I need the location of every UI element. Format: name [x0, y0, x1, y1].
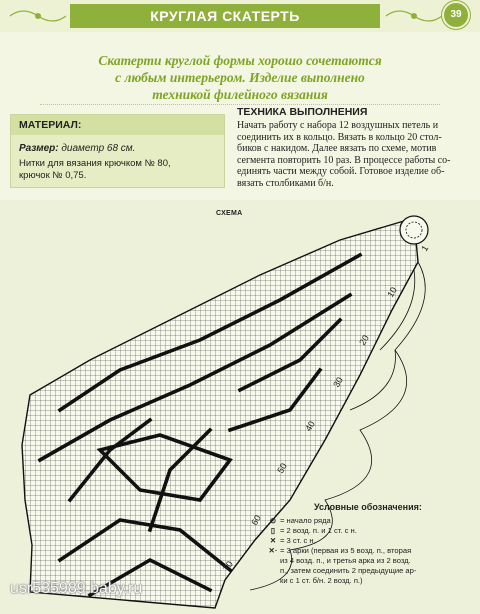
row-number-50: 50 [275, 461, 290, 476]
page-title: КРУГЛАЯ СКАТЕРТЬ [70, 4, 380, 28]
row-number-70: 70 [221, 559, 236, 574]
watermark: usr535989.baby.ru [10, 580, 143, 597]
legend-title: Условные обозначения: [314, 502, 422, 512]
start-ring-icon [400, 216, 428, 244]
row-number-20: 20 [357, 333, 372, 348]
legend-item [266, 516, 476, 526]
divider [40, 104, 440, 105]
legend-text: = 3 арки (первая из 5 возд. п., вторая [280, 546, 412, 555]
yarn-line: Нитки для вязания крючком № 80, [19, 158, 171, 169]
technique-line: единять части между собой. Готовое изделие об- [237, 166, 445, 177]
legend [266, 502, 476, 586]
material-yarn [11, 154, 224, 182]
technique-line: биков с накидом. Далее вязать по схеме, мотив [237, 143, 437, 154]
row-number-1: 1 [419, 243, 431, 254]
legend-text: п., затем соединить 2 предыдущие ар- [280, 566, 417, 575]
page-number: 39 [444, 3, 468, 27]
legend-item [266, 556, 476, 566]
material-size [11, 135, 224, 154]
technique-title: ТЕХНИКА ВЫПОЛНЕНИЯ [237, 106, 368, 118]
right-ornament-icon [384, 4, 444, 28]
arch-icon: ✕· [268, 546, 278, 555]
technique-section [237, 106, 470, 189]
header [0, 0, 480, 32]
technique-line: сегмента повторить 10 раз. В процессе работы со- [237, 154, 451, 166]
legend-text: ки с 1 ст. б/н. 2 возд. п.) [280, 576, 363, 585]
legend-item [266, 576, 476, 586]
legend-item [266, 566, 476, 576]
open-cell-icon: ▯ [270, 526, 276, 535]
material-box [10, 114, 225, 188]
ring-start-icon: ⊙ [269, 516, 277, 525]
scheme-label: СХЕМА [216, 210, 243, 217]
legend-text: = 2 возд. п. и 1 ст. с н. [280, 526, 357, 535]
technique-line: вязать столбиками б/н. [237, 177, 334, 189]
material-heading: МАТЕРИАЛ: [11, 115, 224, 135]
intro-line: техникой филейного вязания [152, 87, 328, 102]
intro-line: с любым интерьером. Изделие выполнено [115, 70, 365, 85]
row-number-30: 30 [331, 375, 346, 390]
legend-item [266, 536, 476, 546]
size-value: диаметр 68 см. [61, 143, 136, 154]
hook-line: крючок № 0,75. [19, 170, 87, 181]
legend-text: = начало ряда [280, 516, 331, 525]
intro-text [60, 52, 420, 103]
legend-text: = 3 ст. с н. [280, 536, 316, 545]
filled-cell-icon: ✕ [269, 536, 277, 545]
row-number-60: 60 [249, 513, 264, 528]
row-number-10: 10 [385, 285, 400, 300]
left-ornament-icon [8, 4, 68, 28]
row-number-40: 40 [303, 419, 318, 434]
intro-line: Скатерти круглой формы хорошо сочетаются [98, 53, 382, 68]
technique-line: соединить их в кольцо. Вязать в кольцо 20 стол- [237, 131, 442, 143]
legend-item [266, 546, 476, 556]
legend-text: из 4 возд. п., и третья арка из 2 возд. [280, 556, 411, 565]
size-label: Размер: [19, 143, 59, 154]
technique-line: Начать работу с набора 12 воздушных петель и [237, 120, 439, 131]
technique-body [237, 120, 470, 189]
legend-item [266, 526, 476, 536]
